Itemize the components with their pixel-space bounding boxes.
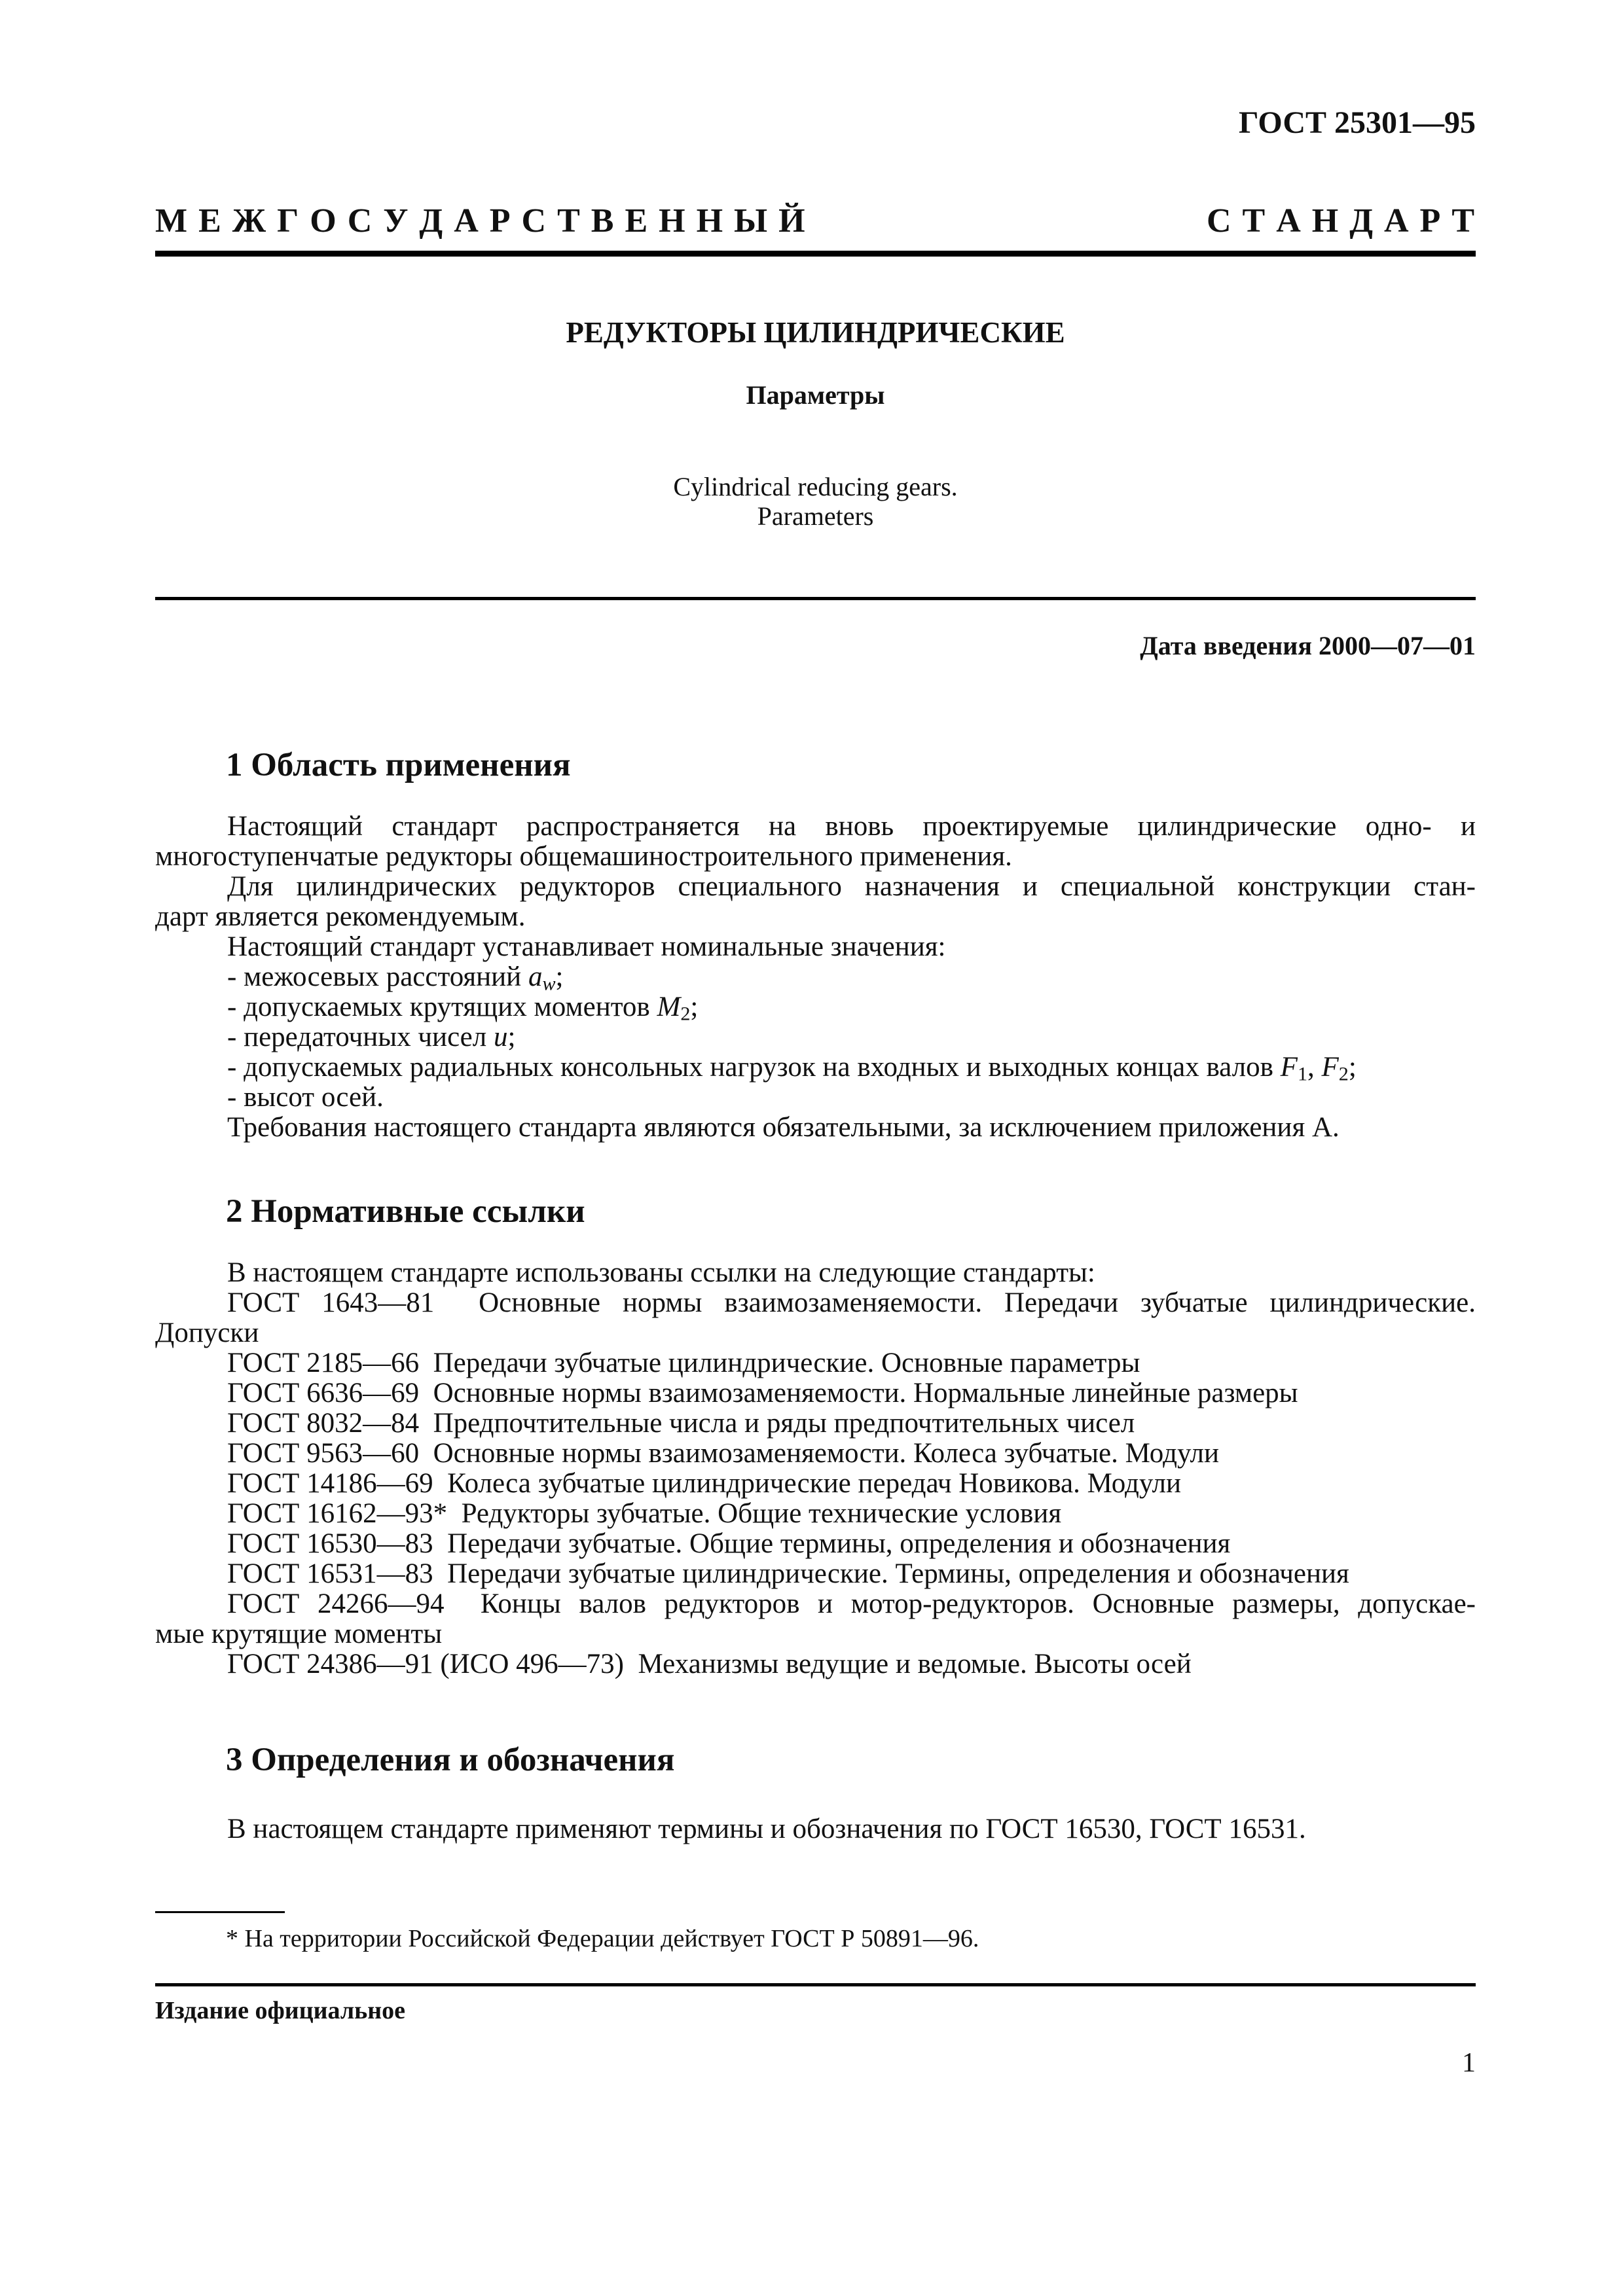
section-1-p2-line1: Для цилиндрических редукторов специального назначения и специальной конструкции стан- <box>227 871 1476 902</box>
reference-item-continuation: мые крутящие моменты <box>155 1619 443 1649</box>
title-rule <box>155 597 1476 600</box>
footer-rule <box>155 1983 1476 1986</box>
reference-item: ГОСТ 6636—69 Основные нормы взаимозаменяемости. Нормальные линейные размеры <box>227 1378 1298 1408</box>
official-edition-label: Издание официальное <box>155 1997 406 2024</box>
document-title: РЕДУКТОРЫ ЦИЛИНДРИЧЕСКИЕ <box>566 316 1065 349</box>
document-subtitle: Параметры <box>746 380 885 410</box>
section-2-heading: 2 Нормативные ссылки <box>226 1193 585 1230</box>
reference-item: ГОСТ 24266—94 Концы валов редукторов и мотор-редукторов. Основные размеры, допускае- <box>227 1588 1476 1619</box>
document-code: ГОСТ 25301—95 <box>1239 105 1476 140</box>
list-item-center-distance: - межосевых расстояний $a_w$; <box>227 961 564 995</box>
reference-item: ГОСТ 9563—60 Основные нормы взаимозаменяемости. Колеса зубчатые. Модули <box>227 1438 1220 1469</box>
section-3-heading: 3 Определения и обозначения <box>226 1742 675 1778</box>
reference-item: ГОСТ 16530—83 Передачи зубчатые. Общие термины, определения и обозначения <box>227 1528 1231 1559</box>
list-item-axis-heights: - высот осей. <box>227 1082 384 1113</box>
english-title-line2: Parameters <box>757 501 874 531</box>
list-item-radial-loads: - допускаемых радиальных консольных нагрузок на входных и выходных концах валов $F_1$, $F_2$; <box>227 1052 1357 1085</box>
section-1-p4: Требования настоящего стандарта являются обязательными, за исключением приложения А. <box>227 1112 1340 1143</box>
reference-item: ГОСТ 14186—69 Колеса зубчатые цилиндрические передач Новикова. Модули <box>227 1468 1181 1499</box>
section-3-p1: В настоящем стандарте применяют термины и обозначения по ГОСТ 16530, ГОСТ 16531. <box>227 1814 1306 1844</box>
reference-item-continuation: Допуски <box>155 1318 259 1348</box>
page-number: 1 <box>1462 2048 1476 2078</box>
reference-item: ГОСТ 2185—66 Передачи зубчатые цилиндрические. Основные параметры <box>227 1348 1140 1378</box>
reference-item: ГОСТ 1643—81 Основные нормы взаимозаменяемости. Передачи зубчатые цилиндрические. <box>227 1287 1476 1318</box>
section-1-heading: 1 Область применения <box>226 747 571 783</box>
banner-standard: С Т А Н Д А Р Т <box>1206 202 1476 240</box>
reference-item: ГОСТ 8032—84 Предпочтительные числа и ряды предпочтительных чисел <box>227 1408 1135 1439</box>
banner-interstate <box>155 202 807 240</box>
footnote-separator <box>155 1911 285 1913</box>
section-1-body <box>155 812 1476 1143</box>
section-1-p1-line1: Настоящий стандарт распространяется на вновь проектируемые цилиндрические одно- и <box>227 811 1476 842</box>
list-item-gear-ratio: - передаточных чисел u; <box>227 1022 516 1052</box>
banner-left: М Е Ж Г О С У Д А Р С Т В Е Н Н Ы Й <box>155 202 807 240</box>
section-2-body <box>155 1258 1476 1679</box>
reference-item: ГОСТ 16162—93* Редукторы зубчатые. Общие технические условия <box>227 1498 1062 1529</box>
section-1-p2-line2: дарт является рекомендуемым. <box>155 901 526 932</box>
section-1-p1-line2: многоступенчатые редукторы общемашиностроительного применения. <box>155 841 1012 872</box>
footnote: * На территории Российской Федерации действует ГОСТ Р 50891—96. <box>226 1925 979 1952</box>
header-thick-rule <box>155 251 1476 257</box>
introduction-date: Дата введения 2000—07—01 <box>1140 631 1476 660</box>
section-2-intro: В настоящем стандарте использованы ссылки на следующие стандарты: <box>227 1257 1095 1288</box>
english-title-line1: Cylindrical reducing gears. <box>673 472 958 501</box>
list-item-torque: - допускаемых крутящих моментов $M_2$; <box>227 992 699 1025</box>
reference-item: ГОСТ 24386—91 (ИСО 496—73) Механизмы ведущие и ведомые. Высоты осей <box>227 1649 1192 1679</box>
section-1-p3: Настоящий стандарт устанавливает номинальные значения: <box>227 931 946 962</box>
reference-item: ГОСТ 16531—83 Передачи зубчатые цилиндрические. Термины, определения и обозначения <box>227 1558 1349 1589</box>
